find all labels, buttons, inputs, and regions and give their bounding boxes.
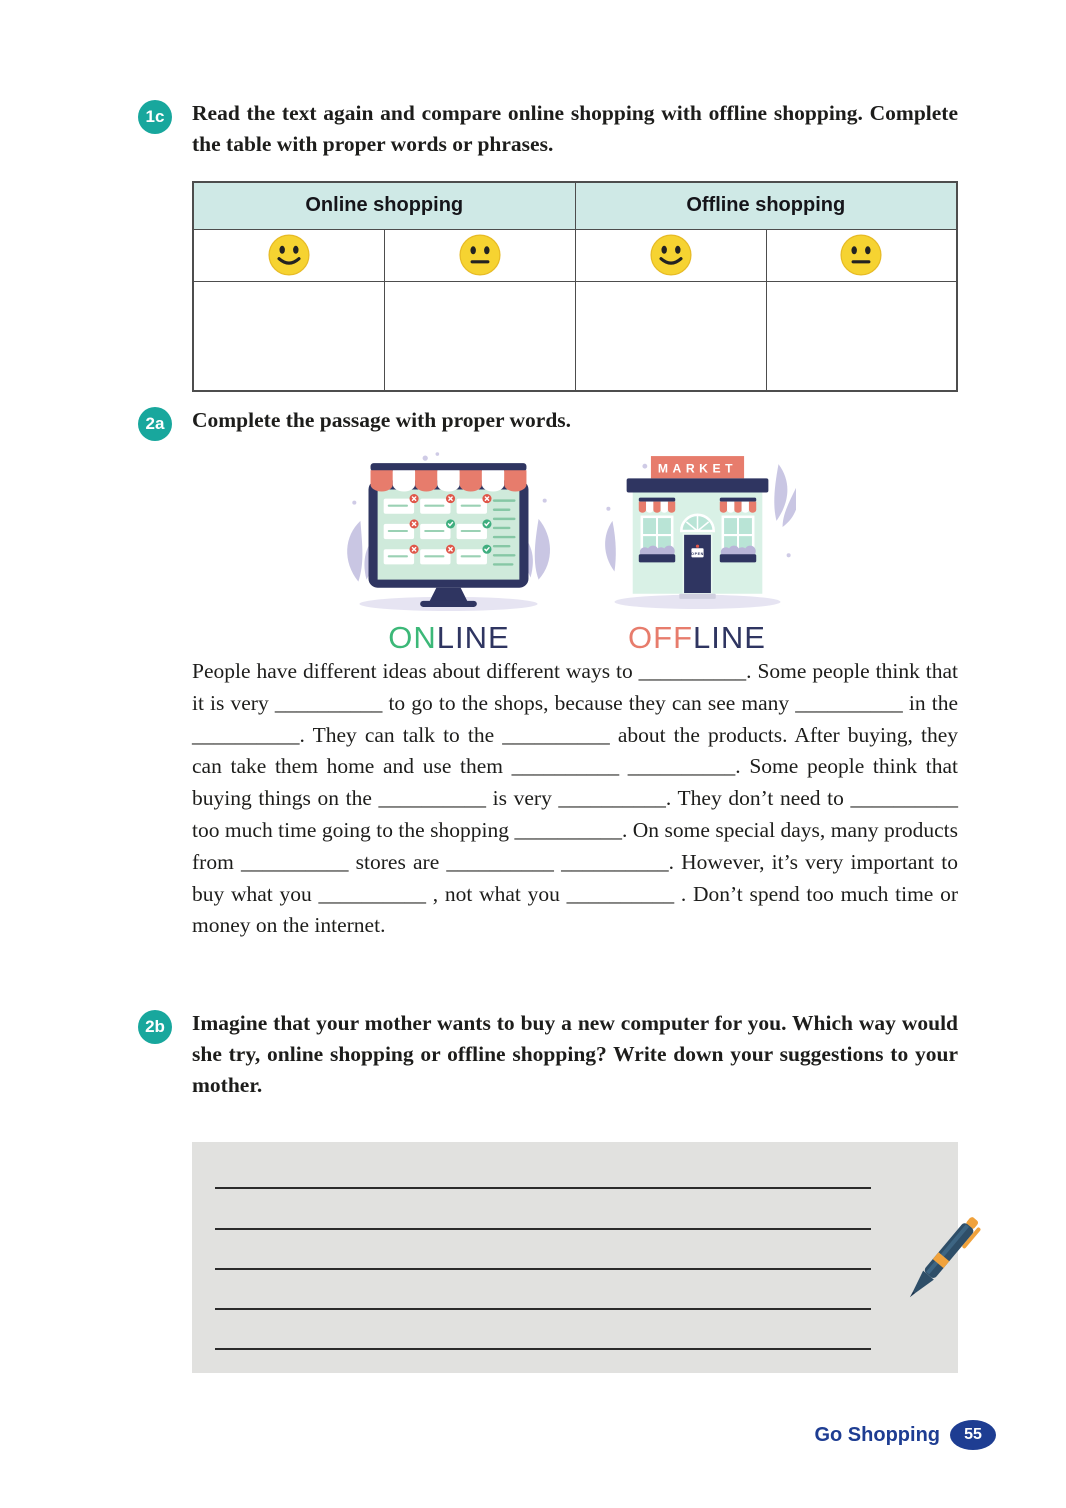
offline-label-suffix: LINE (693, 620, 766, 655)
exercise-1c-instruction: Read the text again and compare online shopping with offline shopping. Complete the table with proper words or phrases. (192, 101, 958, 156)
offline-figure (598, 450, 796, 656)
exercise-2a-header (138, 405, 962, 441)
happy-face-icon (193, 229, 384, 281)
offline-label-prefix: OFF (628, 620, 694, 655)
market-sign-text: MARKET (657, 461, 738, 476)
writing-line (215, 1308, 871, 1310)
answer-row (193, 281, 957, 391)
fill-in-passage: People have different ideas about different ways to __________. Some people think that it is very __________ to go to the shops, because they can see many __________ in the __________. They can talk to the __________ about the products. After buying, they can take them home and use them __________ __________. Some people think that buying things on the __________ is very __________. They don’t need to __________ too much time going to the shopping __________. On some special days, many products from __________ stores are __________ __________. However, it’s very important to buy what you __________ , not what you __________ . Don’t spend too much time or money on the internet. (192, 659, 958, 938)
table-blank-cell (384, 281, 575, 391)
exercise-2a-instruction: Complete the passage with proper words. (192, 408, 572, 432)
neutral-face-icon (384, 229, 575, 281)
online-label-suffix: LINE (436, 620, 510, 655)
open-sign-text: OPEN (691, 551, 704, 556)
exercise-2b-badge: 2b (138, 1010, 172, 1044)
writing-line (215, 1187, 871, 1189)
table-blank-cell (193, 281, 384, 391)
table-header-row (193, 182, 957, 229)
neutral-face-icon (766, 229, 957, 281)
unit-title: Go Shopping (814, 1423, 940, 1446)
table-blank-cell (575, 281, 766, 391)
page-number-badge: 55 (950, 1420, 996, 1450)
online-shopping-header: Online shopping (193, 182, 575, 229)
online-store-monitor-icon (340, 450, 558, 612)
exercise-2b-instruction: Imagine that your mother wants to buy a new computer for you. Which way would she try, online shopping or offline shopping? Write down your suggestions to your mother. (192, 1011, 958, 1097)
writing-line (215, 1228, 871, 1230)
table-blank-cell (766, 281, 957, 391)
happy-face-icon (575, 229, 766, 281)
online-offline-illustration (192, 450, 958, 656)
emoji-row (193, 229, 957, 281)
comparison-table (192, 181, 958, 392)
exercise-2a-badge: 2a (138, 407, 172, 441)
page-footer (814, 1420, 996, 1450)
exercise-2b-header (138, 1008, 962, 1101)
writing-area (192, 1142, 958, 1373)
offline-label (628, 620, 766, 656)
market-storefront-icon (598, 450, 796, 612)
offline-shopping-header: Offline shopping (575, 182, 957, 229)
online-label (388, 620, 509, 656)
writing-line (215, 1348, 871, 1350)
online-label-prefix: ON (388, 620, 437, 655)
pen-icon (892, 1204, 992, 1321)
writing-line (215, 1268, 871, 1270)
online-figure (340, 450, 558, 656)
exercise-1c-header (138, 98, 962, 160)
exercise-1c-badge: 1c (138, 100, 172, 134)
